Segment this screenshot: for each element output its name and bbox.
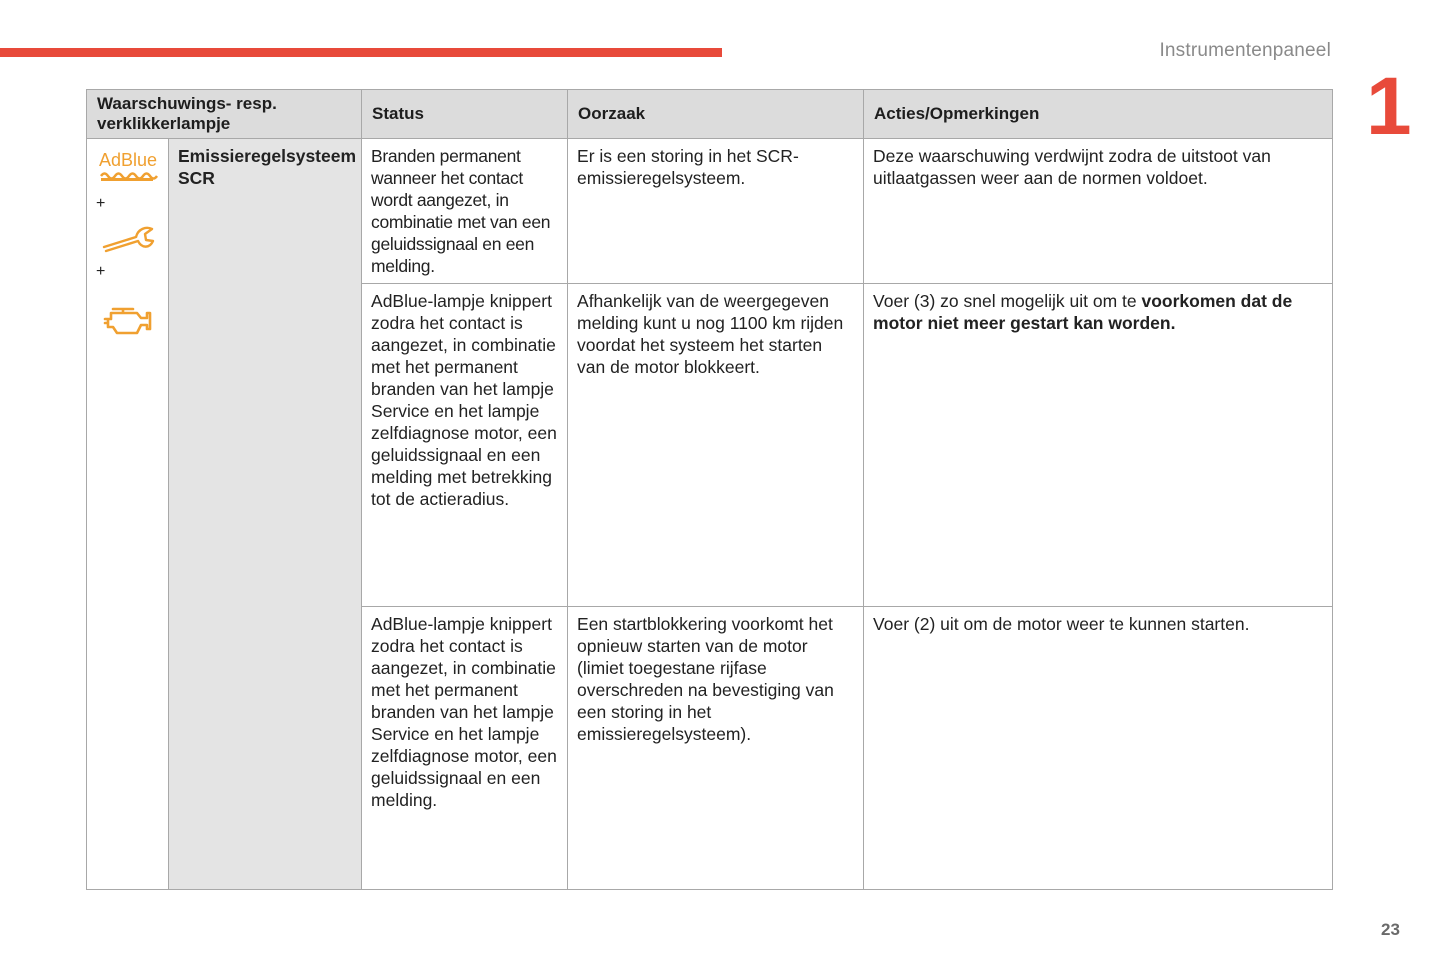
plus-sign: + xyxy=(96,263,106,280)
action-cell xyxy=(864,139,1333,284)
action-text: Voer (2) uit om de motor weer te kunnen starten. xyxy=(873,614,1250,634)
status-cell: AdBlue-lampje knippert zodra het contact is aangezet, in combinatie met het permanent branden van het lampje Service en het lampje zelfdiagnose motor, een geluidssignaal en een melding met betrekking tot de actieradius. xyxy=(362,284,568,607)
col-header-actions: Acties/Opmerkingen xyxy=(864,90,1333,139)
status-cell: Branden permanent wanneer het contact wordt aangezet, in combinatie met van een geluidssignaal en een melding. xyxy=(362,139,568,284)
svg-text:AdBlue: AdBlue xyxy=(98,150,157,170)
col-header-lamp: Waarschuwings- resp. verklikkerlampje xyxy=(87,90,362,139)
action-cell xyxy=(864,607,1333,890)
status-cell: AdBlue-lampje knippert zodra het contact is aangezet, in combinatie met het permanent branden van het lampje Service en het lampje zelfdiagnose motor, een geluidssignaal en een melding. xyxy=(362,607,568,890)
action-text: Deze waarschuwing verdwijnt zodra de uitstoot van uitlaatgassen weer aan de normen voldoet. xyxy=(873,146,1271,188)
section-title: Instrumentenpaneel xyxy=(1159,40,1331,61)
action-text: Voer (3) zo snel mogelijk uit om te xyxy=(873,291,1142,311)
table-header-row xyxy=(87,90,1333,139)
warning-lamp-table xyxy=(86,89,1333,890)
page-number: 23 xyxy=(1381,920,1400,939)
header-accent-bar xyxy=(0,48,722,57)
wrench-icon xyxy=(100,221,156,255)
col-header-cause: Oorzaak xyxy=(568,90,864,139)
plus-sign: + xyxy=(96,195,106,212)
table-row xyxy=(87,139,1333,284)
col-header-status: Status xyxy=(362,90,568,139)
chapter-number: 1 xyxy=(1366,61,1412,152)
cause-cell: Afhankelijk van de weergegeven melding kunt u nog 1100 km rijden voordat het systeem het starten van de motor blokkeert. xyxy=(568,284,864,607)
cause-cell: Er is een storing in het SCR-emissieregelsysteem. xyxy=(568,139,864,284)
action-emphasis: voorkomen dat de motor niet meer gestart kan worden. xyxy=(873,291,1293,333)
engine-icon xyxy=(103,299,153,339)
system-name: Emissieregelsysteem SCR xyxy=(169,139,362,890)
adblue-icon xyxy=(97,149,159,189)
lamp-icons-cell xyxy=(87,139,169,890)
cause-cell: Een startblokkering voorkomt het opnieuw starten van de motor (limiet toegestane rijfase overschreden na bevestiging van een storing in het emissieregelsysteem). xyxy=(568,607,864,890)
action-cell xyxy=(864,284,1333,607)
